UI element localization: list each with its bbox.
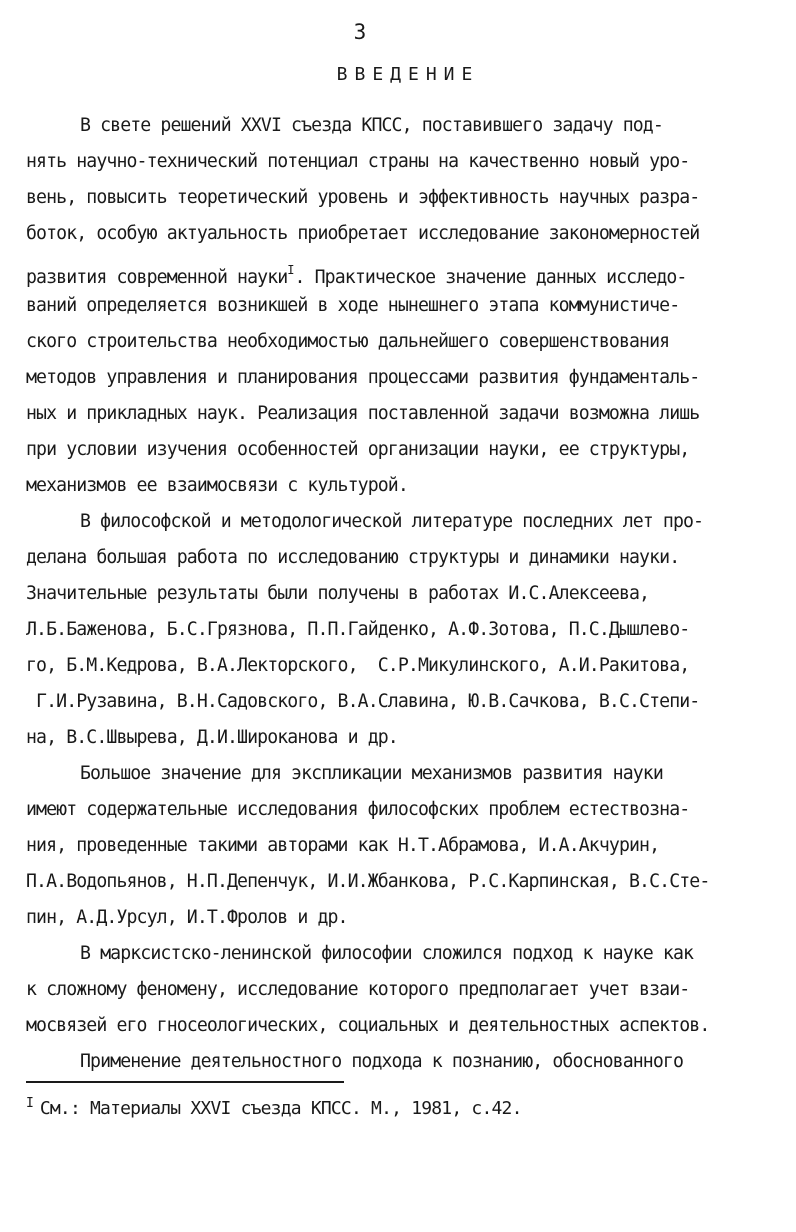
text-line: делана большая работа по исследованию структуры и динамики науки. — [26, 547, 680, 568]
footnote-divider — [26, 1081, 344, 1083]
text-line: Л.Б.Баженова, Б.С.Грязнова, П.П.Гайденко, А.Ф.Зотова, П.С.Дышлево- — [26, 619, 690, 640]
text-line: к сложному феномену, исследование которого предполагает учет взаи- — [26, 979, 690, 1000]
text-line: В свете решений XXVI съезда КПСС, поставившего задачу под- — [80, 115, 663, 136]
footnote-text: См.: Материалы XXVI съезда КПСС. М., 1981, с.42. — [39, 1098, 522, 1119]
text-line: В философской и методологической литературе последних лет про- — [80, 511, 704, 532]
footnote-reference: I — [287, 263, 295, 277]
text-line — [26, 258, 686, 290]
text-line: при условии изучения особенностей организации науки, ее структуры, — [26, 439, 690, 460]
text-line: го, Б.М.Кедрова, В.А.Лекторского, С.Р.Микулинского, А.И.Ракитова, — [26, 655, 690, 676]
page-title: ВВЕДЕНИЕ — [336, 64, 480, 85]
text-line: В марксистско-ленинской философии сложился подход к науке как — [80, 943, 694, 964]
footnote-marker: I — [26, 1096, 34, 1111]
text-line: методов управления и планирования процессами развития фундаменталь- — [26, 367, 700, 388]
text-line: вень, повысить теоретический уровень и эффективность научных разра- — [26, 187, 700, 208]
text-line: ных и прикладных наук. Реализация поставленной задачи возможна лишь — [26, 403, 700, 424]
text-line: ского строительства необходимостью дальнейшего совершенствования — [26, 331, 670, 352]
text-line: ваний определяется возникшей в ходе нынешнего этапа коммунистиче- — [26, 295, 680, 316]
text-line: мосвязей его гносеологических, социальных и деятельностных аспектов. — [26, 1015, 710, 1036]
text-line: Г.И.Рузавина, В.Н.Садовского, В.А.Славина, Ю.В.Сачкова, В.С.Степи- — [26, 691, 700, 712]
text-line: ния, проведенные такими авторами как Н.Т.Абрамова, И.А.Акчурин, — [26, 835, 660, 856]
text-line: боток, особую актуальность приобретает исследование закономерностей — [26, 223, 700, 244]
text-line: Значительные результаты были получены в работах И.С.Алексеева, — [26, 583, 650, 604]
text-fragment: развития современной науки — [26, 267, 288, 288]
text-line: П.А.Водопьянов, Н.П.Депенчук, И.И.Жбанкова, Р.С.Карпинская, В.С.Сте- — [26, 871, 710, 892]
text-line: имеют содержательные исследования философских проблем естествозна- — [26, 799, 690, 820]
text-line: пин, А.Д.Урсул, И.Т.Фролов и др. — [26, 907, 348, 928]
footnote — [26, 1096, 522, 1119]
page-number: 3 — [353, 20, 367, 44]
text-fragment: . Практическое значение данных исследо- — [294, 267, 687, 288]
text-line: на, В.С.Швырева, Д.И.Широканова и др. — [26, 727, 398, 748]
text-line: нять научно-технический потенциал страны на качественно новый уро- — [26, 151, 690, 172]
text-line: Применение деятельностного подхода к познанию, обоснованного — [80, 1051, 683, 1072]
text-line: механизмов ее взаимосвязи с культурой. — [26, 475, 408, 496]
text-line: Большое значение для экспликации механизмов развития науки — [80, 763, 663, 784]
